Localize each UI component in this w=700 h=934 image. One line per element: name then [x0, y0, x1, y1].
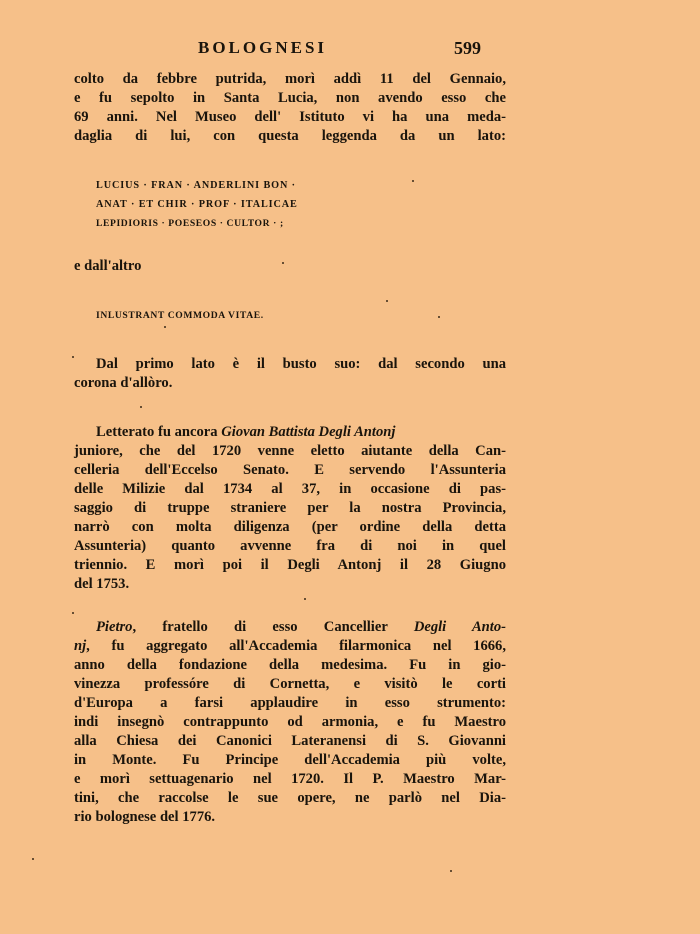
- inscription-line: LUCIUS · FRAN · ANDERLINI BON ·: [96, 180, 296, 191]
- text-line: corona d'allòro.: [74, 375, 173, 391]
- text-line: delle Milizie dal 1734 al 37, in occasione di pas-: [74, 481, 506, 497]
- paragraph-medal-description: [74, 355, 506, 393]
- scan-speck: [450, 870, 452, 872]
- person-name: nj: [74, 638, 87, 654]
- scan-speck: [386, 300, 388, 302]
- text-segment: Letterato fu ancora: [96, 424, 222, 440]
- scan-speck: [304, 598, 306, 600]
- text-line: colto da febbre putrida, morì addì 11 del Gennaio,: [74, 71, 506, 87]
- scan-speck: [438, 316, 440, 318]
- text-segment: , fu aggregato all'Accademia filarmonica nel 1666,: [86, 638, 506, 654]
- scan-speck: [412, 180, 414, 182]
- person-name: Degli Anto-: [413, 619, 506, 635]
- text-line: e morì settuagenario nel 1720. Il P. Maestro Mar-: [74, 771, 506, 787]
- text-line: daglia di lui, con questa leggenda da un lato:: [74, 128, 506, 144]
- body-text: [74, 70, 506, 827]
- text-line: celleria dell'Eccelso Senato. E servendo l'Assunteria: [74, 462, 506, 478]
- page-number: 599: [454, 38, 481, 58]
- running-title: BOLOGNESI: [198, 38, 328, 57]
- text-line: Dal primo lato è il busto suo: dal secondo una: [96, 356, 506, 372]
- text-line: [74, 618, 506, 637]
- paragraph-death-notice: [74, 70, 506, 146]
- text-line: alla Chiesa dei Canonici Lateranensi di S. Giovanni: [74, 733, 506, 749]
- medal-inscription-back: INLUSTRANT COMMODA VITAE.: [96, 310, 264, 321]
- text-line: tini, che raccolse le sue opere, ne parlò nel Dia-: [74, 790, 506, 806]
- text-line: vinezza professóre di Cornetta, e visitò le corti: [74, 676, 506, 692]
- text-line: anno della fondazione della medesima. Fu in gio-: [74, 657, 506, 673]
- text-segment: , fratello di esso Cancellier: [132, 619, 414, 635]
- person-name: Giovan Battista Degli Antonj: [221, 424, 396, 440]
- text-line: juniore, che del 1720 venne eletto aiutante della Can-: [74, 443, 506, 459]
- paragraph-pietro: [74, 618, 506, 827]
- text-line: in Monte. Fu Principe dell'Accademia più volte,: [74, 752, 506, 768]
- inscription-line: LEPIDIORIS · POESEOS · CULTOR · ;: [96, 218, 284, 229]
- text-line: Assunteria) quanto avvenne fra di noi in quel: [74, 538, 506, 554]
- medal-inscription-front: [74, 176, 506, 233]
- text-line: indi insegnò contrappunto od armonia, e fu Maestro: [74, 714, 506, 730]
- text-line: triennio. E morì poi il Degli Antonj il 28 Giugno: [74, 557, 506, 573]
- scan-speck: [32, 858, 34, 860]
- text-line: rio bolognese del 1776.: [74, 809, 216, 825]
- text-line: saggio di truppe straniere per la nostra Provincia,: [74, 500, 506, 516]
- scan-speck: [72, 612, 74, 614]
- scan-speck: [72, 356, 74, 358]
- text-line: narrò con molta diligenza (per ordine della detta: [74, 519, 506, 535]
- other-side-label: e dall'altro: [74, 258, 142, 274]
- text-line: 69 anni. Nel Museo dell' Istituto vi ha una meda-: [74, 109, 506, 125]
- scan-speck: [282, 262, 284, 264]
- person-name: Pietro: [96, 619, 133, 635]
- text-line: del 1753.: [74, 576, 130, 592]
- inscription-line: ANAT · ET CHIR · PROF · ITALICAE: [96, 199, 298, 210]
- scan-speck: [140, 406, 142, 408]
- text-line: d'Europa a farsi applaudire in esso strumento:: [74, 695, 506, 711]
- scan-speck: [164, 326, 166, 328]
- text-line: [74, 423, 506, 442]
- text-line: e fu sepolto in Santa Lucia, non avendo esso che: [74, 90, 506, 106]
- paragraph-degli-antonj: [74, 423, 506, 594]
- page-header: [0, 38, 700, 60]
- text-line: [74, 637, 506, 656]
